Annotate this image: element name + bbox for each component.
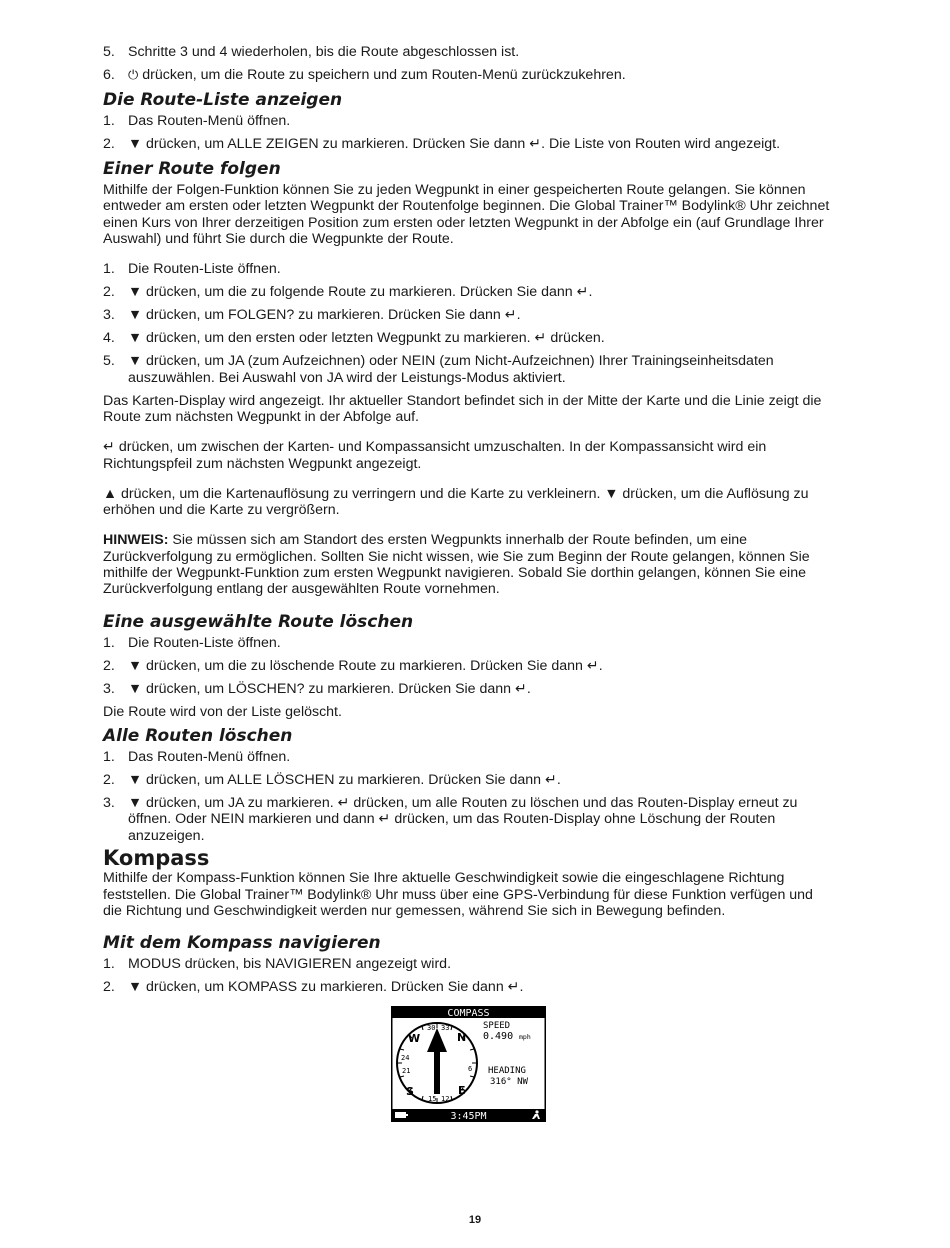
- dial-number: 21: [402, 1067, 411, 1075]
- list-item: [103, 658, 833, 675]
- section-heading-delete-route: Eine ausgewählte Route löschen: [103, 611, 414, 632]
- heading-label: HEADING: [488, 1066, 526, 1076]
- list-item-number: 5.: [103, 44, 115, 60]
- paragraph: Die Route wird von der Liste gelöscht.: [103, 703, 342, 720]
- power-icon: ⏻: [128, 67, 139, 82]
- list-item-number: 3.: [103, 680, 115, 697]
- list-item-number: 6.: [103, 67, 115, 83]
- list-item-text: ▼ drücken, um JA zu markieren. ↵ drücken, um alle Routen zu löschen und das Routen-Display erneut zu öffnen. Oder NEIN markieren und dann ↵ drücken, um das Routen-Display ohne Löschung der Routen anzuzeigen.: [128, 794, 798, 844]
- list-item-number: 2.: [103, 284, 115, 301]
- section-heading-navigate: Mit dem Kompass navigieren: [103, 933, 381, 954]
- speed-unit: mph: [519, 1033, 531, 1041]
- list-item-number: 2.: [103, 136, 115, 152]
- list-item-text: ▼ drücken, um JA (zum Aufzeichnen) oder NEIN (zum Nicht-Aufzeichnen) Ihrer Trainingseinheitsdaten auszuwählen. Bei Auswahl von JA wird der Leistungs-Modus aktiviert.: [128, 353, 774, 386]
- time-display: 3:45PM: [450, 1111, 487, 1122]
- paragraph: Das Karten-Display wird angezeigt. Ihr aktueller Standort befindet sich in der Mitte der Karte und die Linie zeigt die Route zum nächsten Wegpunkt in der Abfolge auf.: [103, 392, 822, 425]
- list-item: [103, 681, 833, 698]
- battery-icon: [395, 1112, 406, 1118]
- dial-number: 12: [441, 1095, 450, 1103]
- note-text: Sie müssen sich am Standort des ersten Wegpunkts innerhalb der Route befinden, um eine Zurückverfolgung zu ermöglichen. Sollten Sie nicht wissen, wie Sie zum Beginn der Route gelangen, können Sie mithilfe der Wegpunkt-Funktion zum ersten Wegpunkt navigieren. Sobald Sie dorthin gelangen, können Sie eine Zurückverfolgung entlang der ausgewählten Route vornehmen.: [103, 532, 810, 598]
- list-item: [103, 261, 833, 278]
- note-label: HINWEIS:: [103, 532, 169, 549]
- heading-value: 316° NW: [490, 1077, 528, 1087]
- list-item-number: 1.: [103, 634, 115, 651]
- list-item: [103, 749, 833, 766]
- list-item-number: 1.: [103, 261, 115, 278]
- list-item-text: Das Routen-Menü öffnen.: [128, 748, 291, 765]
- paragraph: ▲ drücken, um die Kartenauflösung zu verringern und die Karte zu verkleinern. ▼ drücken, um die Auflösung zu erhöhen und die Karte zu vergrößern.: [103, 485, 809, 519]
- list-item-text: ▼ drücken, um die zu löschende Route zu markieren. Drücken Sie dann ↵.: [128, 657, 603, 674]
- list-item: [103, 330, 833, 347]
- speed-label: SPEED: [483, 1021, 511, 1031]
- list-item: [103, 284, 833, 301]
- list-item-number: 3.: [103, 794, 115, 811]
- list-item-text: ▼ drücken, um ALLE ZEIGEN zu markieren. Drücken Sie dann ↵. Die Liste von Routen wird angezeigt.: [128, 136, 781, 152]
- section-heading-delete-all: Alle Routen löschen: [103, 725, 293, 746]
- list-item-number: 2.: [103, 771, 115, 788]
- note-paragraph: [103, 532, 833, 597]
- chapter-heading-compass: Kompass: [103, 846, 210, 871]
- list-item: [103, 44, 833, 61]
- list-item-text: Das Routen-Menü öffnen.: [128, 113, 291, 129]
- list-item: [103, 136, 833, 153]
- list-item-text: MODUS drücken, bis NAVIGIEREN angezeigt wird.: [128, 956, 452, 973]
- device-screen: [391, 1006, 546, 1122]
- paragraph: ↵ drücken, um zwischen der Karten- und Kompassansicht umzuschalten. In der Kompassansicht wird ein Richtungspfeil zum nächsten Wegpunkt angezeigt.: [103, 439, 767, 472]
- cardinal-n: N: [457, 1031, 467, 1044]
- speed-value: 0.490: [483, 1031, 514, 1042]
- section-heading-follow-route: Einer Route folgen: [103, 159, 281, 179]
- cardinal-w: W: [408, 1032, 421, 1045]
- compass-screen-illustration: [391, 1006, 546, 1122]
- list-item-text: drücken, um die Route zu speichern und zum Routen-Menü zurückzukehren.: [138, 67, 626, 83]
- list-item-text: Schritte 3 und 4 wiederholen, bis die Route abgeschlossen ist.: [128, 44, 520, 60]
- list-item: [103, 772, 833, 789]
- page-number: 19: [468, 1214, 482, 1226]
- list-item-number: 4.: [103, 330, 115, 347]
- dial-number: 24: [401, 1054, 410, 1062]
- dial-number: 6: [468, 1065, 473, 1073]
- dial-number: 33: [441, 1024, 450, 1032]
- list-item-number: 1.: [103, 748, 115, 765]
- list-item-number: 1.: [103, 113, 115, 129]
- paragraph: Mithilfe der Folgen-Funktion können Sie zu jeden Wegpunkt in einer gespeicherten Route gelangen. Sie können entweder am ersten oder letzten Wegpunkt der Routenfolge beginnen. Die Global Trainer™ Bodylink® Uhr zeichnet einen Kurs von Ihrer derzeitigen Position zum ersten oder letzten Wegpunkt in der Abfolge ein (auf Grundlage Ihrer Auswahl) und führt Sie durch die Wegpunkte der Route.: [103, 182, 830, 247]
- list-item: [103, 795, 833, 845]
- cardinal-s: S: [406, 1085, 414, 1098]
- paragraph: Mithilfe der Kompass-Funktion können Sie Ihre aktuelle Geschwindigkeit sowie die eingeschlagene Richtung feststellen. Die Global Trainer™ Bodylink® Uhr muss über eine GPS-Verbindung für diese Funktion verfügen und die Richtung und Geschwindigkeit werden nur gemessen, während Sie sich in Bewegung befinden.: [103, 870, 813, 920]
- list-item: [103, 307, 833, 324]
- screen-header: COMPASS: [447, 1008, 490, 1019]
- list-item: [103, 353, 833, 386]
- list-item: [103, 979, 833, 996]
- list-item-text: Die Routen-Liste öffnen.: [128, 261, 281, 278]
- list-item-number: 3.: [103, 307, 115, 324]
- section-heading-route-list: Die Route-Liste anzeigen: [103, 90, 343, 110]
- list-item-text: ▼ drücken, um den ersten oder letzten Wegpunkt zu markieren. ↵ drücken.: [128, 330, 605, 347]
- list-item-text: ▼ drücken, um die zu folgende Route zu markieren. Drücken Sie dann ↵.: [128, 284, 593, 301]
- list-item: [103, 635, 833, 652]
- list-item-text: ▼ drücken, um ALLE LÖSCHEN zu markieren. Drücken Sie dann ↵.: [128, 771, 561, 788]
- list-item-number: 5.: [103, 353, 115, 370]
- list-item: [103, 956, 833, 973]
- list-item-number: 2.: [103, 657, 115, 674]
- list-item-text: ▼ drücken, um FOLGEN? zu markieren. Drücken Sie dann ↵.: [128, 307, 521, 324]
- list-item-number: 1.: [103, 956, 115, 973]
- list-item-text: Die Routen-Liste öffnen.: [128, 634, 281, 651]
- list-item: [103, 113, 833, 130]
- manual-page: [103, 44, 833, 1002]
- list-item-number: 2.: [103, 979, 115, 996]
- list-item-text: ▼ drücken, um LÖSCHEN? zu markieren. Drücken Sie dann ↵.: [128, 680, 531, 697]
- list-item-text: ▼ drücken, um KOMPASS zu markieren. Drücken Sie dann ↵.: [128, 979, 524, 996]
- dial-number: 15: [428, 1095, 437, 1103]
- cardinal-e: E: [458, 1084, 466, 1097]
- list-item: [103, 67, 833, 84]
- dial-number: 30: [427, 1024, 436, 1032]
